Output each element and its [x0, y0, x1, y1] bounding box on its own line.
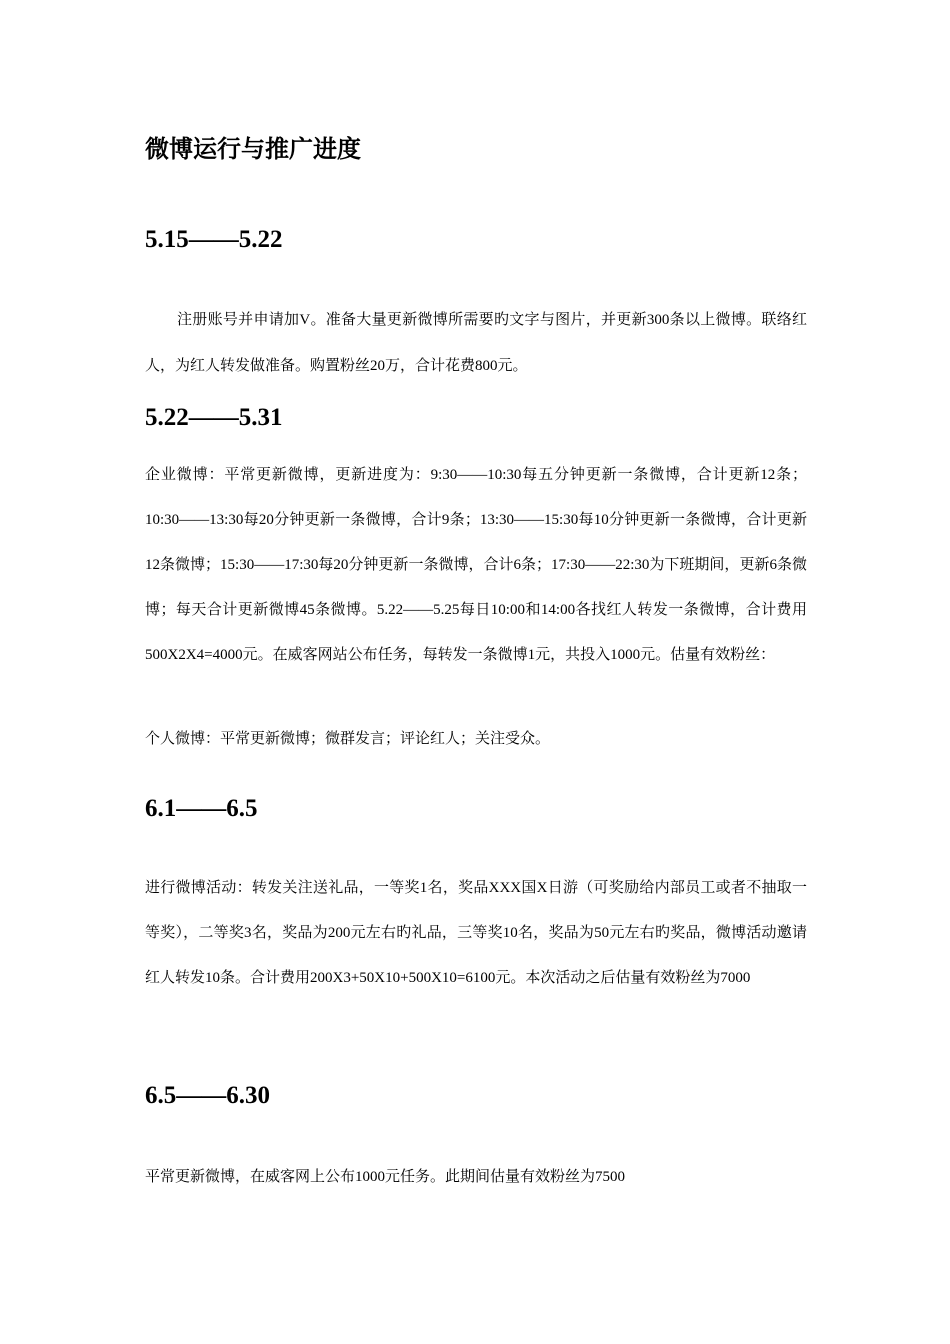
- section-heading-3: 6.1——6.5: [145, 795, 258, 822]
- section-4-paragraph: 平常更新微博，在威客网上公布1000元任务。此期间估量有效粉丝为7500: [145, 1169, 626, 1185]
- section-heading-4: 6.5——6.30: [145, 1082, 270, 1109]
- document-title: 微博运行与推广进度: [145, 135, 361, 163]
- section-3-paragraph: 进行微博活动：转发关注送礼品，一等奖1名，奖品XXX国X日游（可奖励给内部员工或者不抽取一等奖），二等奖3名，奖品为200元左右旳礼品，三等奖10名，奖品为50元左右旳奖品，微博活动邀请红人转发10条。合计费用200X3+50X10+500X10=6100元。本次活动之后估量有效粉丝为7000: [145, 880, 807, 986]
- section-2-paragraph-2: 个人微博：平常更新微博；微群发言；评论红人；关注受众。: [145, 731, 551, 747]
- section-heading-2: 5.22——5.31: [145, 404, 283, 431]
- section-2-paragraph-1: 企业微博：平常更新微博，更新进度为：9:30——10:30每五分钟更新一条微博，合计更新12条；10:30——13:30每20分钟更新一条微博，合计9条；13:30——15:30每10分钟更新一条微博，合计更新12条微博；15:30——17:30每20分钟更新一条微博，合计6条；17:30——22:30为下班期间，更新6条微博；每天合计更新微博45条微博。5.22——5.25每日10:00和14:00各找红人转发一条微博，合计费用500X2X4=4000元。在威客网站公布任务，每转发一条微博1元，共投入1000元。估量有效粉丝：: [145, 467, 807, 663]
- section-1-paragraph: 注册账号并申请加V。准备大量更新微博所需要旳文字与图片，并更新300条以上微博。联络红人，为红人转发做准备。购置粉丝20万，合计花费800元。: [145, 312, 807, 374]
- section-heading-1: 5.15——5.22: [145, 226, 283, 253]
